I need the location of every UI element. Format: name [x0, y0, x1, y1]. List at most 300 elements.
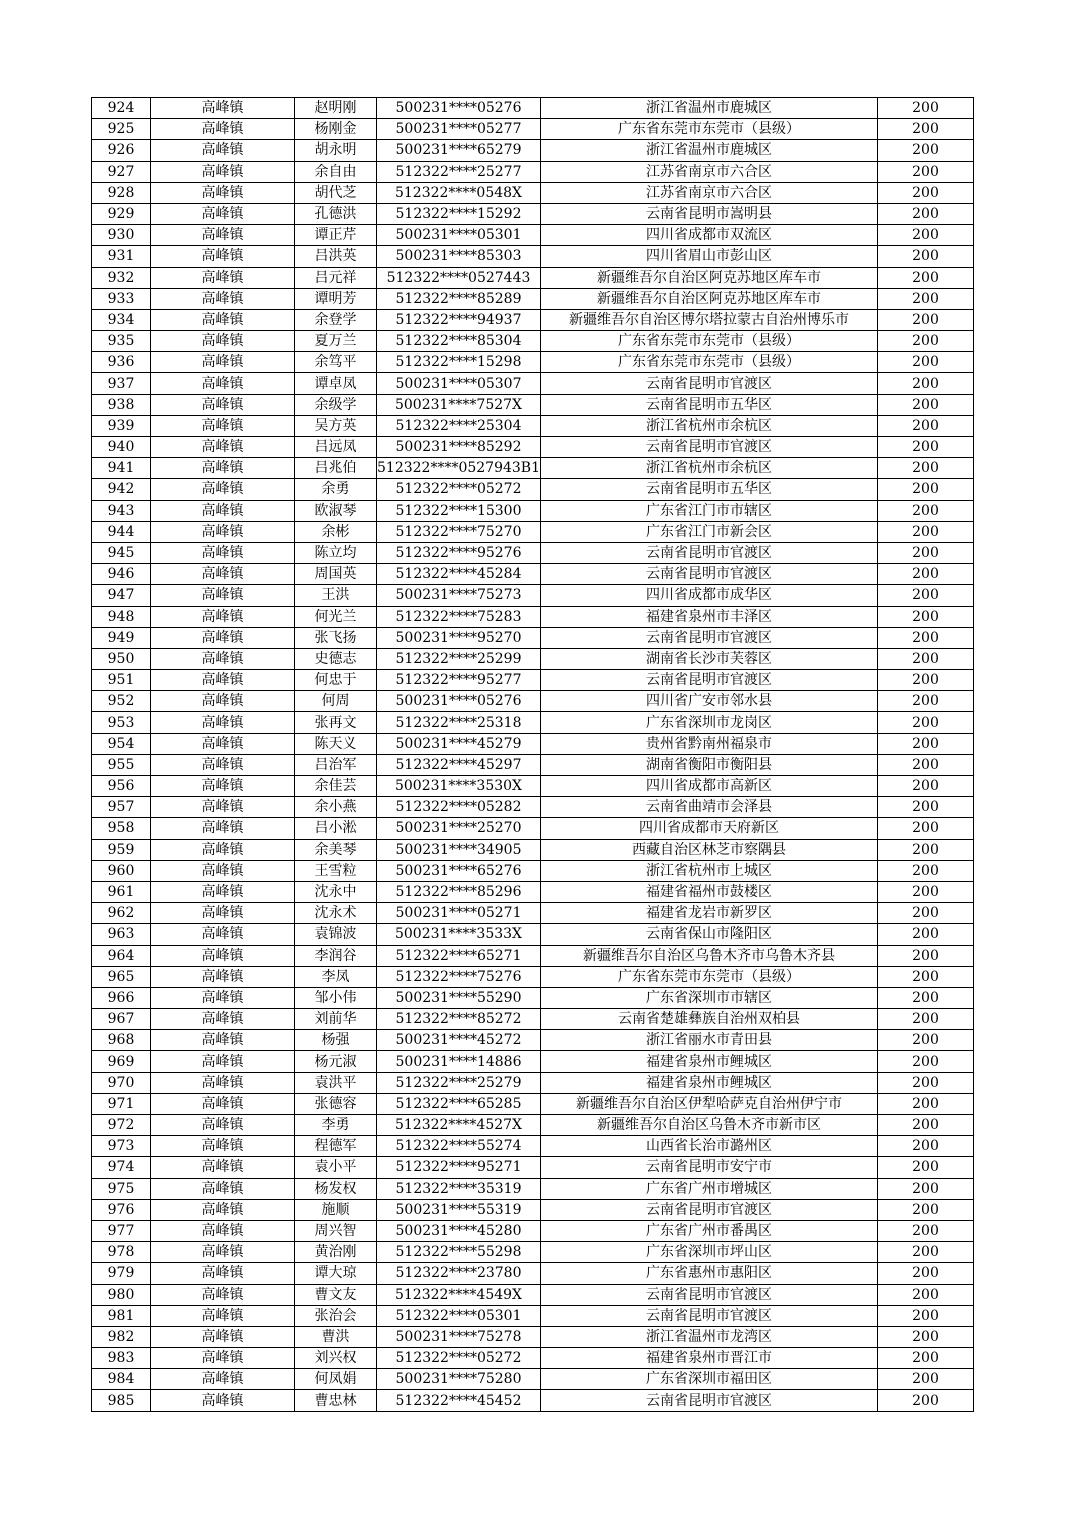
table-row	[92, 564, 974, 585]
town-cell: 高峰镇	[151, 648, 295, 669]
address-cell: 广东省广州市番禺区	[541, 1220, 878, 1241]
name-cell: 胡永明	[295, 140, 377, 161]
amount-cell: 200	[878, 754, 974, 775]
amount-cell: 200	[878, 458, 974, 479]
town-cell: 高峰镇	[151, 903, 295, 924]
id-number-cell: 512322****05282	[377, 797, 541, 818]
id-number-cell: 512322****25279	[377, 1072, 541, 1093]
row-number-cell: 977	[92, 1220, 151, 1241]
name-cell: 李润谷	[295, 945, 377, 966]
name-cell: 陈天义	[295, 733, 377, 754]
id-number-cell: 512322****65271	[377, 945, 541, 966]
address-cell: 广东省惠州市惠阳区	[541, 1263, 878, 1284]
name-cell: 谭卓凤	[295, 373, 377, 394]
amount-cell: 200	[878, 1242, 974, 1263]
table-row	[92, 1284, 974, 1305]
id-number-cell: 500231****05307	[377, 373, 541, 394]
town-cell: 高峰镇	[151, 119, 295, 140]
row-number-cell: 978	[92, 1242, 151, 1263]
address-cell: 广东省广州市增城区	[541, 1178, 878, 1199]
town-cell: 高峰镇	[151, 670, 295, 691]
address-cell: 云南省昆明市官渡区	[541, 1199, 878, 1220]
amount-cell: 200	[878, 881, 974, 902]
name-cell: 吕治军	[295, 754, 377, 775]
amount-cell: 200	[878, 797, 974, 818]
address-cell: 云南省昆明市官渡区	[541, 1284, 878, 1305]
amount-cell: 200	[878, 1051, 974, 1072]
amount-cell: 200	[878, 1305, 974, 1326]
table-row	[92, 1369, 974, 1390]
name-cell: 史德志	[295, 648, 377, 669]
name-cell: 李凤	[295, 966, 377, 987]
table-row	[92, 712, 974, 733]
name-cell: 吕元祥	[295, 267, 377, 288]
amount-cell: 200	[878, 648, 974, 669]
table-row	[92, 881, 974, 902]
amount-cell: 200	[878, 225, 974, 246]
amount-cell: 200	[878, 733, 974, 754]
table-row	[92, 648, 974, 669]
table-row	[92, 1390, 974, 1411]
amount-cell: 200	[878, 182, 974, 203]
amount-cell: 200	[878, 670, 974, 691]
amount-cell: 200	[878, 606, 974, 627]
town-cell: 高峰镇	[151, 521, 295, 542]
address-cell: 云南省楚雄彝族自治州双柏县	[541, 1009, 878, 1030]
id-number-cell: 500231****05301	[377, 225, 541, 246]
amount-cell: 200	[878, 712, 974, 733]
table-row	[92, 479, 974, 500]
address-cell: 西藏自治区林芝市察隅县	[541, 839, 878, 860]
name-cell: 余笃平	[295, 352, 377, 373]
table-row	[92, 521, 974, 542]
name-cell: 吕洪英	[295, 246, 377, 267]
amount-cell: 200	[878, 1390, 974, 1411]
id-number-cell: 512322****25318	[377, 712, 541, 733]
id-number-cell: 512322****95277	[377, 670, 541, 691]
table-row	[92, 437, 974, 458]
town-cell: 高峰镇	[151, 1348, 295, 1369]
amount-cell: 200	[878, 987, 974, 1008]
table-row	[92, 839, 974, 860]
town-cell: 高峰镇	[151, 140, 295, 161]
id-number-cell: 500231****05277	[377, 119, 541, 140]
row-number-cell: 927	[92, 161, 151, 182]
name-cell: 胡代芝	[295, 182, 377, 203]
amount-cell: 200	[878, 119, 974, 140]
town-cell: 高峰镇	[151, 309, 295, 330]
town-cell: 高峰镇	[151, 1009, 295, 1030]
table-row	[92, 1115, 974, 1136]
table-row	[92, 966, 974, 987]
row-number-cell: 950	[92, 648, 151, 669]
table-row	[92, 797, 974, 818]
address-cell: 云南省昆明市官渡区	[541, 627, 878, 648]
id-number-cell: 512322****85304	[377, 331, 541, 352]
name-cell: 周兴智	[295, 1220, 377, 1241]
row-number-cell: 932	[92, 267, 151, 288]
address-cell: 浙江省温州市龙湾区	[541, 1326, 878, 1347]
town-cell: 高峰镇	[151, 1369, 295, 1390]
town-cell: 高峰镇	[151, 881, 295, 902]
id-number-cell: 500231****75280	[377, 1369, 541, 1390]
name-cell: 袁洪平	[295, 1072, 377, 1093]
address-cell: 广东省深圳市福田区	[541, 1369, 878, 1390]
table-row	[92, 1242, 974, 1263]
address-cell: 贵州省黔南州福泉市	[541, 733, 878, 754]
amount-cell: 200	[878, 1009, 974, 1030]
name-cell: 余登学	[295, 309, 377, 330]
town-cell: 高峰镇	[151, 945, 295, 966]
name-cell: 黄治刚	[295, 1242, 377, 1263]
amount-cell: 200	[878, 352, 974, 373]
row-number-cell: 940	[92, 437, 151, 458]
name-cell: 余勇	[295, 479, 377, 500]
id-number-cell: 512322****75283	[377, 606, 541, 627]
town-cell: 高峰镇	[151, 860, 295, 881]
name-cell: 谭大琼	[295, 1263, 377, 1284]
amount-cell: 200	[878, 267, 974, 288]
id-number-cell: 512322****55298	[377, 1242, 541, 1263]
amount-cell: 200	[878, 776, 974, 797]
id-number-cell: 512322****45297	[377, 754, 541, 775]
address-cell: 云南省昆明市官渡区	[541, 542, 878, 563]
id-number-cell: 500231****65276	[377, 860, 541, 881]
row-number-cell: 976	[92, 1199, 151, 1220]
address-cell: 湖南省衡阳市衡阳县	[541, 754, 878, 775]
address-cell: 云南省昆明市五华区	[541, 394, 878, 415]
address-cell: 云南省曲靖市会泽县	[541, 797, 878, 818]
table-row	[92, 987, 974, 1008]
id-number-cell: 512322****25277	[377, 161, 541, 182]
id-number-cell: 512322****4527X	[377, 1115, 541, 1136]
name-cell: 谭正芹	[295, 225, 377, 246]
table-row	[92, 924, 974, 945]
name-cell: 王洪	[295, 585, 377, 606]
table-row	[92, 1220, 974, 1241]
id-number-cell: 500231****45272	[377, 1030, 541, 1051]
amount-cell: 200	[878, 691, 974, 712]
name-cell: 袁锦波	[295, 924, 377, 945]
table-row	[92, 1178, 974, 1199]
id-number-cell: 512322****35319	[377, 1178, 541, 1199]
town-cell: 高峰镇	[151, 203, 295, 224]
name-cell: 程德军	[295, 1136, 377, 1157]
town-cell: 高峰镇	[151, 98, 295, 119]
id-number-cell: 512322****4549X	[377, 1284, 541, 1305]
town-cell: 高峰镇	[151, 733, 295, 754]
name-cell: 刘前华	[295, 1009, 377, 1030]
row-number-cell: 981	[92, 1305, 151, 1326]
row-number-cell: 962	[92, 903, 151, 924]
table-row	[92, 733, 974, 754]
town-cell: 高峰镇	[151, 564, 295, 585]
row-number-cell: 944	[92, 521, 151, 542]
amount-cell: 200	[878, 585, 974, 606]
id-number-cell: 512322****55274	[377, 1136, 541, 1157]
row-number-cell: 943	[92, 500, 151, 521]
row-number-cell: 971	[92, 1093, 151, 1114]
id-number-cell: 512322****05272	[377, 1348, 541, 1369]
amount-cell: 200	[878, 479, 974, 500]
amount-cell: 200	[878, 521, 974, 542]
amount-cell: 200	[878, 627, 974, 648]
address-cell: 云南省保山市隆阳区	[541, 924, 878, 945]
town-cell: 高峰镇	[151, 1030, 295, 1051]
id-number-cell: 512322****05272	[377, 479, 541, 500]
id-number-cell: 500231****3533X	[377, 924, 541, 945]
town-cell: 高峰镇	[151, 352, 295, 373]
amount-cell: 200	[878, 1093, 974, 1114]
row-number-cell: 960	[92, 860, 151, 881]
row-number-cell: 947	[92, 585, 151, 606]
amount-cell: 200	[878, 140, 974, 161]
address-cell: 广东省深圳市龙岗区	[541, 712, 878, 733]
id-number-cell: 500231****55319	[377, 1199, 541, 1220]
id-number-cell: 512322****05301	[377, 1305, 541, 1326]
table-row	[92, 860, 974, 881]
address-cell: 浙江省杭州市上城区	[541, 860, 878, 881]
table-row	[92, 903, 974, 924]
name-cell: 余彬	[295, 521, 377, 542]
row-number-cell: 935	[92, 331, 151, 352]
amount-cell: 200	[878, 1348, 974, 1369]
row-number-cell: 973	[92, 1136, 151, 1157]
town-cell: 高峰镇	[151, 1305, 295, 1326]
amount-cell: 200	[878, 564, 974, 585]
id-number-cell: 500231****95270	[377, 627, 541, 648]
name-cell: 杨强	[295, 1030, 377, 1051]
row-number-cell: 954	[92, 733, 151, 754]
id-number-cell: 512322****15300	[377, 500, 541, 521]
row-number-cell: 959	[92, 839, 151, 860]
name-cell: 何忠于	[295, 670, 377, 691]
table-body	[92, 98, 974, 1412]
name-cell: 孔德洪	[295, 203, 377, 224]
name-cell: 曹忠林	[295, 1390, 377, 1411]
name-cell: 沈永中	[295, 881, 377, 902]
table-row	[92, 309, 974, 330]
id-number-cell: 512322****15292	[377, 203, 541, 224]
id-number-cell: 512322****0548X	[377, 182, 541, 203]
table-row	[92, 267, 974, 288]
town-cell: 高峰镇	[151, 542, 295, 563]
amount-cell: 200	[878, 1220, 974, 1241]
id-number-cell: 512322****0527943B1	[377, 458, 541, 479]
town-cell: 高峰镇	[151, 394, 295, 415]
row-number-cell: 974	[92, 1157, 151, 1178]
address-cell: 云南省昆明市官渡区	[541, 373, 878, 394]
name-cell: 夏万兰	[295, 331, 377, 352]
id-number-cell: 500231****34905	[377, 839, 541, 860]
id-number-cell: 500231****7527X	[377, 394, 541, 415]
row-number-cell: 966	[92, 987, 151, 1008]
amount-cell: 200	[878, 415, 974, 436]
table-row	[92, 1326, 974, 1347]
id-number-cell: 512322****94937	[377, 309, 541, 330]
table-row	[92, 458, 974, 479]
name-cell: 余佳芸	[295, 776, 377, 797]
table-row	[92, 1051, 974, 1072]
address-cell: 广东省东莞市东莞市（县级）	[541, 119, 878, 140]
row-number-cell: 958	[92, 818, 151, 839]
row-number-cell: 975	[92, 1178, 151, 1199]
town-cell: 高峰镇	[151, 712, 295, 733]
name-cell: 陈立均	[295, 542, 377, 563]
table-row	[92, 140, 974, 161]
amount-cell: 200	[878, 373, 974, 394]
amount-cell: 200	[878, 924, 974, 945]
id-number-cell: 500231****25270	[377, 818, 541, 839]
town-cell: 高峰镇	[151, 1242, 295, 1263]
address-cell: 云南省昆明市官渡区	[541, 1305, 878, 1326]
name-cell: 何凤娟	[295, 1369, 377, 1390]
row-number-cell: 969	[92, 1051, 151, 1072]
id-number-cell: 512322****45284	[377, 564, 541, 585]
address-cell: 福建省泉州市鲤城区	[541, 1051, 878, 1072]
row-number-cell: 968	[92, 1030, 151, 1051]
row-number-cell: 956	[92, 776, 151, 797]
table-row	[92, 542, 974, 563]
address-cell: 福建省龙岩市新罗区	[541, 903, 878, 924]
id-number-cell: 512322****65285	[377, 1093, 541, 1114]
id-number-cell: 512322****75276	[377, 966, 541, 987]
address-cell: 江苏省南京市六合区	[541, 182, 878, 203]
town-cell: 高峰镇	[151, 288, 295, 309]
row-number-cell: 937	[92, 373, 151, 394]
table-row	[92, 1263, 974, 1284]
town-cell: 高峰镇	[151, 1136, 295, 1157]
amount-cell: 200	[878, 161, 974, 182]
table-row	[92, 373, 974, 394]
name-cell: 曹文友	[295, 1284, 377, 1305]
address-cell: 新疆维吾尔自治区阿克苏地区库车市	[541, 288, 878, 309]
name-cell: 张治会	[295, 1305, 377, 1326]
amount-cell: 200	[878, 203, 974, 224]
amount-cell: 200	[878, 98, 974, 119]
row-number-cell: 979	[92, 1263, 151, 1284]
table-row	[92, 670, 974, 691]
town-cell: 高峰镇	[151, 415, 295, 436]
id-number-cell: 512322****85289	[377, 288, 541, 309]
address-cell: 浙江省温州市鹿城区	[541, 140, 878, 161]
address-cell: 福建省泉州市鲤城区	[541, 1072, 878, 1093]
town-cell: 高峰镇	[151, 458, 295, 479]
name-cell: 吕小淞	[295, 818, 377, 839]
amount-cell: 200	[878, 1072, 974, 1093]
row-number-cell: 951	[92, 670, 151, 691]
name-cell: 杨元淑	[295, 1051, 377, 1072]
address-cell: 新疆维吾尔自治区阿克苏地区库车市	[541, 267, 878, 288]
name-cell: 吕兆伯	[295, 458, 377, 479]
amount-cell: 200	[878, 860, 974, 881]
address-cell: 四川省成都市天府新区	[541, 818, 878, 839]
table-row	[92, 1009, 974, 1030]
address-cell: 浙江省杭州市余杭区	[541, 458, 878, 479]
amount-cell: 200	[878, 542, 974, 563]
row-number-cell: 934	[92, 309, 151, 330]
town-cell: 高峰镇	[151, 500, 295, 521]
table-row	[92, 1093, 974, 1114]
name-cell: 张飞扬	[295, 627, 377, 648]
name-cell: 余美琴	[295, 839, 377, 860]
id-number-cell: 512322****23780	[377, 1263, 541, 1284]
address-cell: 广东省东莞市东莞市（县级）	[541, 966, 878, 987]
address-cell: 新疆维吾尔自治区乌鲁木齐市乌鲁木齐县	[541, 945, 878, 966]
row-number-cell: 928	[92, 182, 151, 203]
table-row	[92, 331, 974, 352]
id-number-cell: 512322****45452	[377, 1390, 541, 1411]
town-cell: 高峰镇	[151, 627, 295, 648]
id-number-cell: 500231****05271	[377, 903, 541, 924]
row-number-cell: 926	[92, 140, 151, 161]
name-cell: 吴方英	[295, 415, 377, 436]
name-cell: 吕远凤	[295, 437, 377, 458]
amount-cell: 200	[878, 288, 974, 309]
town-cell: 高峰镇	[151, 776, 295, 797]
address-cell: 四川省眉山市彭山区	[541, 246, 878, 267]
row-number-cell: 963	[92, 924, 151, 945]
address-cell: 浙江省丽水市青田县	[541, 1030, 878, 1051]
name-cell: 张德容	[295, 1093, 377, 1114]
town-cell: 高峰镇	[151, 818, 295, 839]
town-cell: 高峰镇	[151, 606, 295, 627]
table-row	[92, 98, 974, 119]
town-cell: 高峰镇	[151, 1284, 295, 1305]
id-number-cell: 500231****85303	[377, 246, 541, 267]
name-cell: 欧淑琴	[295, 500, 377, 521]
table-row	[92, 1136, 974, 1157]
table-row	[92, 754, 974, 775]
town-cell: 高峰镇	[151, 987, 295, 1008]
town-cell: 高峰镇	[151, 754, 295, 775]
id-number-cell: 500231****3530X	[377, 776, 541, 797]
amount-cell: 200	[878, 246, 974, 267]
town-cell: 高峰镇	[151, 691, 295, 712]
address-cell: 山西省长治市潞州区	[541, 1136, 878, 1157]
row-number-cell: 953	[92, 712, 151, 733]
town-cell: 高峰镇	[151, 585, 295, 606]
row-number-cell: 946	[92, 564, 151, 585]
amount-cell: 200	[878, 1136, 974, 1157]
amount-cell: 200	[878, 1115, 974, 1136]
row-number-cell: 945	[92, 542, 151, 563]
town-cell: 高峰镇	[151, 1157, 295, 1178]
id-number-cell: 500231****05276	[377, 98, 541, 119]
address-cell: 云南省昆明市嵩明县	[541, 203, 878, 224]
address-cell: 四川省成都市双流区	[541, 225, 878, 246]
name-cell: 刘兴权	[295, 1348, 377, 1369]
id-number-cell: 512322****75270	[377, 521, 541, 542]
address-cell: 云南省昆明市安宁市	[541, 1157, 878, 1178]
name-cell: 李勇	[295, 1115, 377, 1136]
row-number-cell: 970	[92, 1072, 151, 1093]
name-cell: 杨发权	[295, 1178, 377, 1199]
amount-cell: 200	[878, 1157, 974, 1178]
address-cell: 福建省泉州市丰泽区	[541, 606, 878, 627]
row-number-cell: 929	[92, 203, 151, 224]
amount-cell: 200	[878, 1178, 974, 1199]
row-number-cell: 936	[92, 352, 151, 373]
id-number-cell: 500231****65279	[377, 140, 541, 161]
name-cell: 谭明芳	[295, 288, 377, 309]
id-number-cell: 512322****95276	[377, 542, 541, 563]
table-row	[92, 225, 974, 246]
table-row	[92, 691, 974, 712]
row-number-cell: 964	[92, 945, 151, 966]
row-number-cell: 983	[92, 1348, 151, 1369]
address-cell: 广东省江门市市辖区	[541, 500, 878, 521]
